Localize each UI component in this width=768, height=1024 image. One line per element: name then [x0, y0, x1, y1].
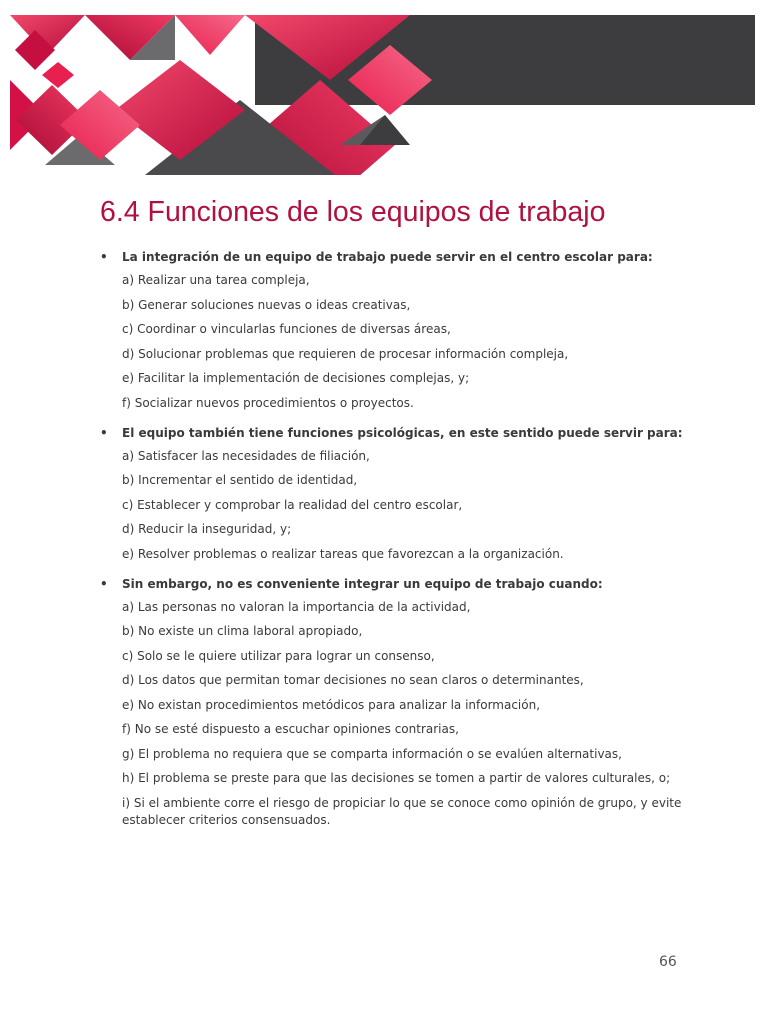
bullet-icon: •	[100, 425, 108, 440]
list-item: e) No existan procedimientos metódicos para analizar la información,	[122, 697, 541, 712]
triangle-red-mid	[175, 15, 245, 55]
page-number: 66	[659, 954, 677, 970]
list-item: c) Establecer y comprobar la realidad del centro escolar,	[122, 497, 463, 512]
section-heading-text: El equipo también tiene funciones psicológicas, en este sentido puede servir para:	[122, 425, 683, 440]
bullet-icon: •	[100, 250, 108, 264]
section-psychological	[100, 424, 690, 563]
section-integration	[100, 248, 690, 412]
list-item: a) Realizar una tarea compleja,	[122, 273, 310, 287]
list-item: d) Los datos que permitan tomar decisiones no sean claros o determinantes,	[122, 673, 584, 687]
list-item: f) Socializar nuevos procedimientos o proyectos.	[122, 395, 414, 410]
list-item: d) Solucionar problemas que requieren de procesar información compleja,	[122, 346, 569, 361]
list-item: c) Solo se le quiere utilizar para lograr un consenso,	[122, 648, 435, 663]
section-not-convenient	[100, 575, 690, 829]
list-item: d) Reducir la inseguridad, y;	[122, 522, 292, 536]
content-body	[100, 248, 690, 841]
list-item: b) Generar soluciones nuevas o ideas creativas,	[122, 297, 411, 312]
section-heading	[100, 424, 690, 442]
section-heading-text: Sin embargo, no es conveniente integrar un equipo de trabajo cuando:	[122, 576, 603, 591]
bullet-icon: •	[100, 576, 108, 591]
list-item: e) Resolver problemas o realizar tareas que favorezcan a la organización.	[122, 546, 564, 561]
list-item: a) Satisfacer las necesidades de filiación,	[122, 448, 370, 463]
list-item: b) Incrementar el sentido de identidad,	[122, 473, 358, 487]
diamond-small-2	[42, 62, 74, 88]
list-item: c) Coordinar o vincularlas funciones de diversas áreas,	[122, 322, 451, 336]
section-heading	[100, 575, 690, 593]
header-geometric-banner	[0, 0, 768, 175]
list-item: h) El problema se preste para que las decisiones se tomen a partir de valores culturales, o;	[122, 771, 671, 785]
list-item: i) Si el ambiente corre el riesgo de propiciar lo que se conoce como opinión de grupo, y evite establecer criterios consensuados.	[122, 795, 682, 827]
list-item: f) No se esté dispuesto a escuchar opiniones contrarias,	[122, 722, 459, 736]
page-title: 6.4 Funciones de los equipos de trabajo	[100, 196, 606, 228]
section-heading	[100, 248, 690, 266]
list-item: b) No existe un clima laboral apropiado,	[122, 624, 363, 638]
section-heading-text: La integración de un equipo de trabajo puede servir en el centro escolar para:	[122, 250, 653, 264]
list-item: a) Las personas no valoran la importancia de la actividad,	[122, 599, 471, 614]
list-item: g) El problema no requiera que se comparta información o se evalúen alternativas,	[122, 746, 622, 761]
list-item: e) Facilitar la implementación de decisiones complejas, y;	[122, 371, 470, 385]
